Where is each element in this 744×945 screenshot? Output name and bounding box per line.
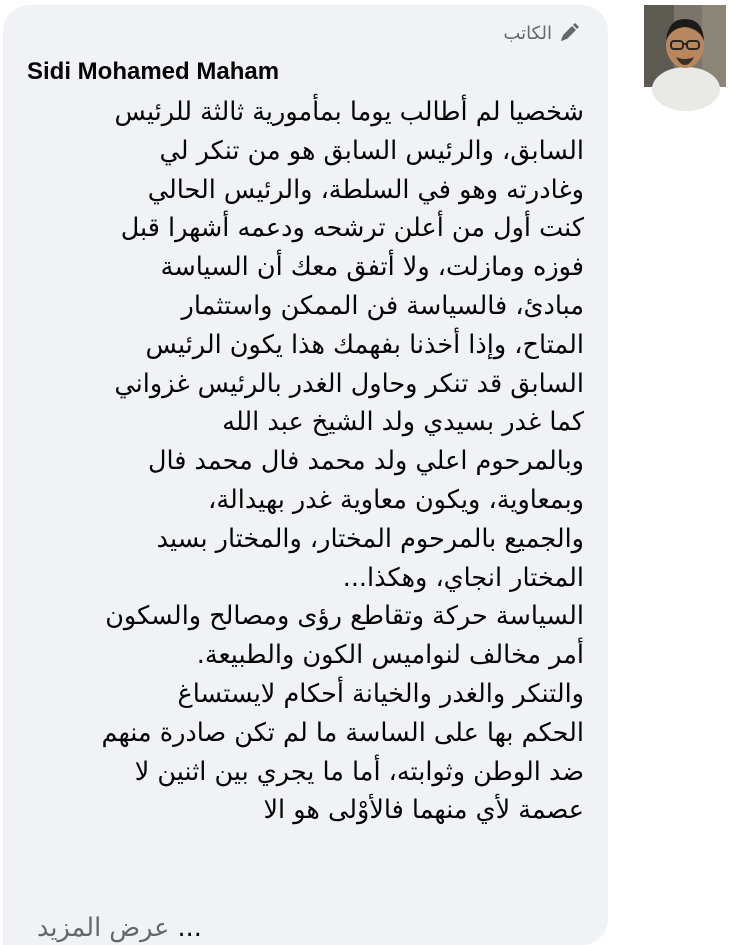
comment-line: والجميع بالمرحوم المختار، والمختار بسيد: [156, 523, 584, 554]
comment-text: [27, 93, 584, 830]
comment-line: وغادرته وهو في السلطة، والرئيس الحالي: [147, 174, 584, 205]
avatar[interactable]: [644, 5, 726, 87]
comment-line: شخصيا لم أطالب يوما بمأمورية ثالثة للرئيس: [114, 97, 584, 127]
pencil-icon: [558, 22, 580, 44]
comment-line: أمر مخالف لنواميس الكون والطبيعة.: [196, 640, 584, 671]
author-badge-label: الكاتب: [503, 22, 552, 44]
comment-line: ضد الوطن وثوابته، أما ما يجري بين اثنين لا: [134, 756, 584, 787]
comment-line: وبمعاوية، ويكون معاوية غدر بهيدالة،: [208, 484, 584, 515]
comment-line: عصمة لأي منهما فالأوْلى هو الا: [263, 795, 584, 826]
comment-line: مبادئ، فالسياسة فن الممكن واستثمار: [181, 290, 584, 321]
comment-line: الحكم بها على الساسة ما لم تكن صادرة منهم: [101, 717, 584, 748]
comment-line: كنت أول من أعلن ترشحه ودعمه أشهرا قبل: [120, 213, 584, 244]
comment-line: فوزه ومازلت، ولا أتفق معك أن السياسة: [160, 252, 584, 283]
comment-line: السابق قد تنكر وحاول الغدر بالرئيس غزواني: [114, 368, 584, 399]
comment-line: كما غدر بسيدي ولد الشيخ عبد الله: [222, 407, 584, 438]
see-more-link[interactable]: [3, 911, 233, 945]
comment-line: السابق، والرئيس السابق هو من تنكر لي: [159, 135, 584, 166]
comment-line: المختار انجاي، وهكذا...: [342, 562, 584, 593]
comment-line: والتنكر والغدر والخيانة أحكام لايستساغ: [177, 678, 584, 709]
see-more-label[interactable]: عرض المزيد: [37, 913, 170, 943]
comment-line: السياسة حركة وتقاطع رؤى ومصالح والسكون: [105, 601, 584, 632]
comment-line: وبالمرحوم اعلي ولد محمد فال محمد فال: [147, 446, 584, 477]
comment-line: المتاح، وإذا أخذنا بفهمك هذا يكون الرئيس: [145, 329, 584, 360]
comment-bubble: [3, 5, 608, 945]
author-name[interactable]: Sidi Mohamed Maham: [27, 58, 280, 85]
author-badge: [27, 19, 584, 47]
see-more-ellipsis: ...: [177, 913, 202, 943]
